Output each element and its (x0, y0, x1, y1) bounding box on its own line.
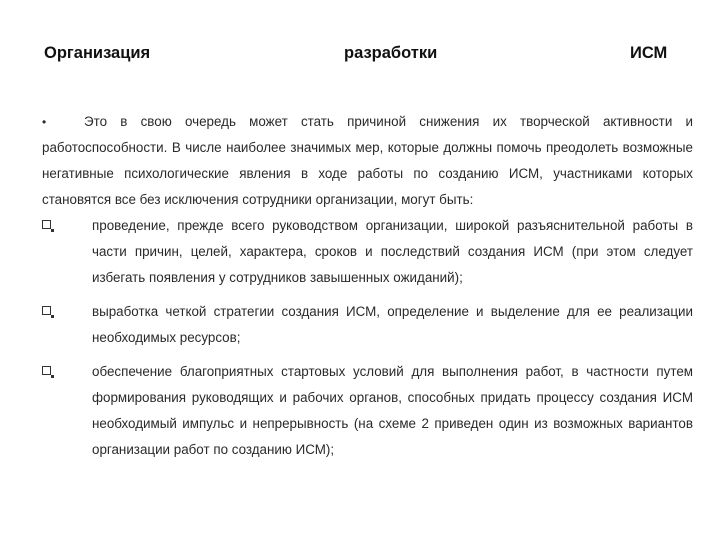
measures-list (42, 213, 693, 463)
list-item (42, 359, 693, 463)
title-word-organization: Организация (44, 44, 151, 62)
list-item (42, 213, 693, 291)
list-item (42, 299, 693, 351)
intro-paragraph (42, 109, 693, 213)
list-item-text: выработка четкой стратегии создания ИСМ, определение и выделение для ее реализации необходимых ресурсов; (92, 304, 693, 345)
checkbox-icon (42, 220, 51, 229)
list-item-text: обеспечение благоприятных стартовых условий для выполнения работ, в частности путем формирования руководящих и рабочих органов, способных придать процессу создания ИСМ необходимый импульс и непрерывность (на схеме 2 приведен один из возможных вариантов организации работ по созданию ИСМ); (92, 364, 693, 457)
checkbox-icon (42, 306, 51, 315)
bullet-icon: • (42, 115, 47, 129)
intro-text: Это в свою очередь может стать причиной снижения их творческой активности и работоспособности. В числе наиболее значимых мер, которые должны помочь преодолеть возможные негативные психологические явления в ходе работы по созданию ИСМ, участниками которых становятся все без исключения сотрудники организации, могут быть: (42, 114, 693, 207)
title-word-ism: ИСМ (630, 44, 668, 62)
checkbox-icon (42, 366, 51, 375)
title-word-development: разработки (344, 44, 438, 62)
body-text (42, 109, 693, 463)
slide-title (0, 44, 720, 68)
list-item-text: проведение, прежде всего руководством организации, широкой разъяснительной работы в части причин, целей, характера, сроков и последствий создания ИСМ (при этом следует избегать появления у сотрудников завышенных ожиданий); (92, 218, 693, 285)
